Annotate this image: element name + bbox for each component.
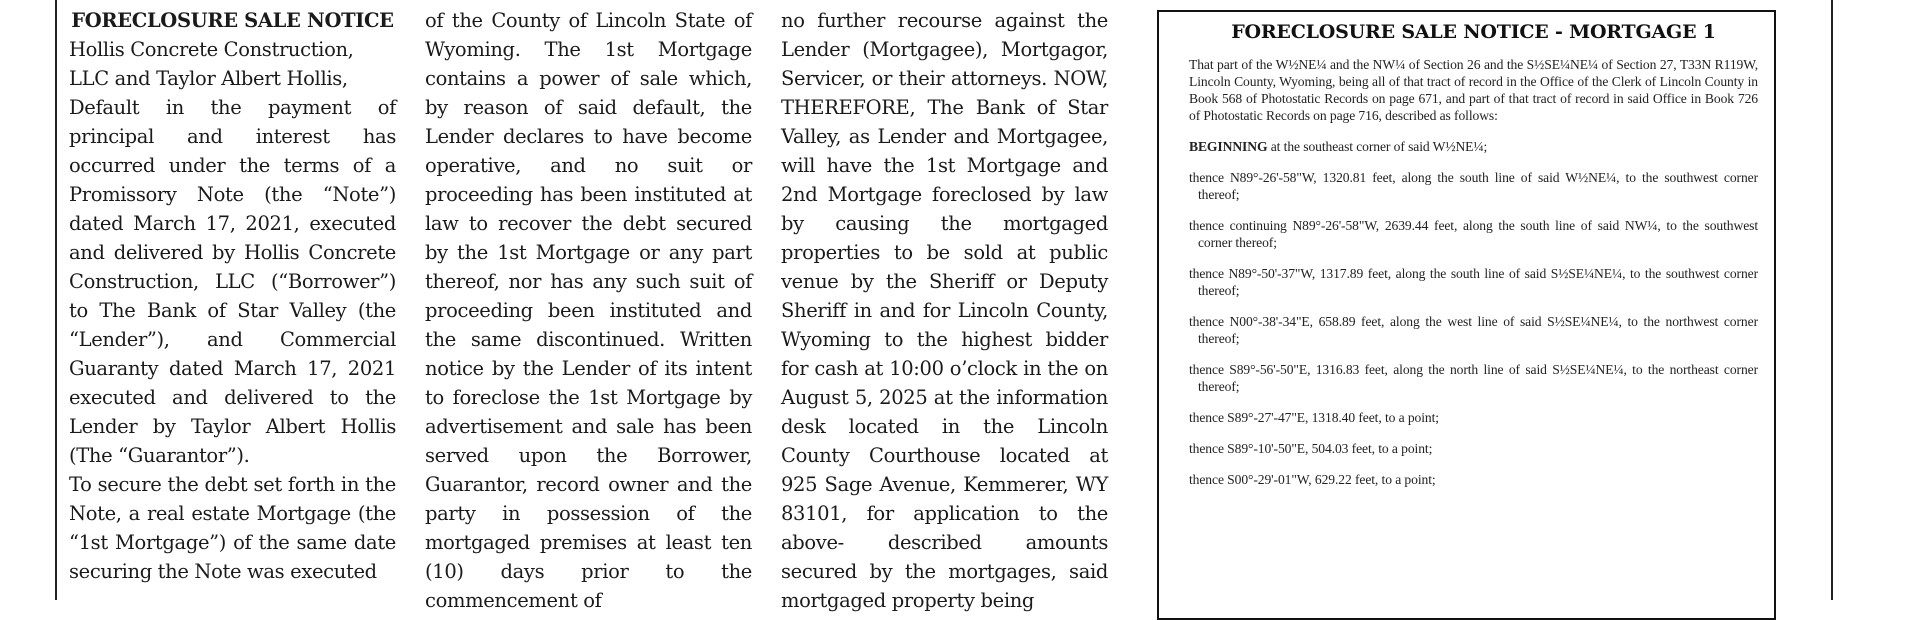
legal-call: thence N89°-26'-58"W, 1320.81 feet, along the south line of said W½NE¼, to the southwest corner thereof; [1189,170,1758,202]
left-page-border [55,0,57,600]
right-page-border [1831,0,1833,600]
column-2-text: of the County of Lincoln State of Wyoming. The 1st Mortgage contains a power of sale which, by reason of said default, the Lender declares to have become operative, and no suit or proceeding has been instituted at law to recover the debt secured by the 1st Mortgage or any part thereof, nor has any such suit of proceeding been instituted and the same discontinued. Written notice by the Lender of its intent to foreclose the 1st Mortgage by advertisement and sale has been served upon the Borrower, Guarantor, record owner and the party in possession of the mortgaged premises at least ten (10) days prior to the commencement of [425,9,752,612]
beginning-text: at the southeast corner of said W½NE¼; [1270,139,1488,154]
legal-description-beginning [1189,138,1758,155]
legal-description-intro: That part of the W½NE¼ and the NW¼ of Section 26 and the S½SE¼NE¼ of Section 27, T33N R119W, Lincoln County, Wyoming, being all of that tract of record in the Office of the Clerk of Lincoln County in Book 568 of Photostatic Records on page 671, and part of that tract of record in said Office in Book 726 of Photostatic Records on page 716, described as follows: [1189,57,1758,123]
notice-column-2 [425,6,752,612]
notice-parties: Hollis Concrete Construction, LLC and Taylor Albert Hollis, [69,38,354,90]
legal-call: thence S89°-27'-47"E, 1318.40 feet, to a point; [1189,410,1439,425]
legal-call: thence S00°-29'-01"W, 629.22 feet, to a point; [1189,472,1436,487]
legal-call: thence continuing N89°-26'-58"W, 2639.44 feet, along the south line of said NW¼, to the southwest corner thereof; [1189,218,1758,250]
column-3-text: no further recourse against the Lender (Mortgagee), Mortgagor, Servicer, or their attorneys. NOW, THEREFORE, The Bank of Star Valley, as Lender and Mortgagee, will have the 1st Mortgage and 2nd Mortgage foreclosed by law by causing the mortgaged properties to be sold at public venue by the Sheriff or Deputy Sheriff in and for Lincoln County, Wyoming to the highest bidder for cash at 10:00 o’clock in the on August 5, 2025 at the information desk located in the Lincoln County Courthouse located at 925 Sage Avenue, Kemmerer, WY 83101, for application to the above- described amounts secured by the mortgages, said mortgaged property being [781,9,1108,612]
legal-call: thence N89°-50'-37"W, 1317.89 feet, along the south line of said S½SE¼NE¼, to the southwest corner thereof; [1189,266,1758,298]
legal-description-box [1157,10,1776,620]
notice-column-3 [781,6,1108,612]
notice-column-1 [69,6,396,600]
notice-secure-paragraph: To secure the debt set forth in the Note, a real estate Mortgage (the “1st Mortgage”) of the same date securing the Note was executed [69,473,396,583]
notice-default-paragraph: Default in the payment of principal and interest has occurred under the terms of a Promissory Note (the “Note”) dated March 17, 2021, executed and delivered by Hollis Concrete Construction, LLC (“Borrower”) to The Bank of Star Valley (the “Lender”), and Commercial Guaranty dated March 17, 2021 executed and delivered to the Lender by Taylor Albert Hollis (The “Guarantor”). [69,96,396,467]
legal-call: thence S89°-10'-50"E, 504.03 feet, to a point; [1189,441,1433,456]
beginning-label: BEGINNING [1189,139,1268,154]
legal-call: thence S89°-56'-50"E, 1316.83 feet, along the north line of said S½SE¼NE¼, to the northeast corner thereof; [1189,362,1758,394]
legal-description-title: FORECLOSURE SALE NOTICE - MORTGAGE 1 [1231,21,1716,43]
legal-call: thence N00°-38'-34"E, 658.89 feet, along the west line of said S½SE¼NE¼, to the northwest corner thereof; [1189,314,1758,346]
notice-heading: FORECLOSURE SALE NOTICE [71,9,394,32]
